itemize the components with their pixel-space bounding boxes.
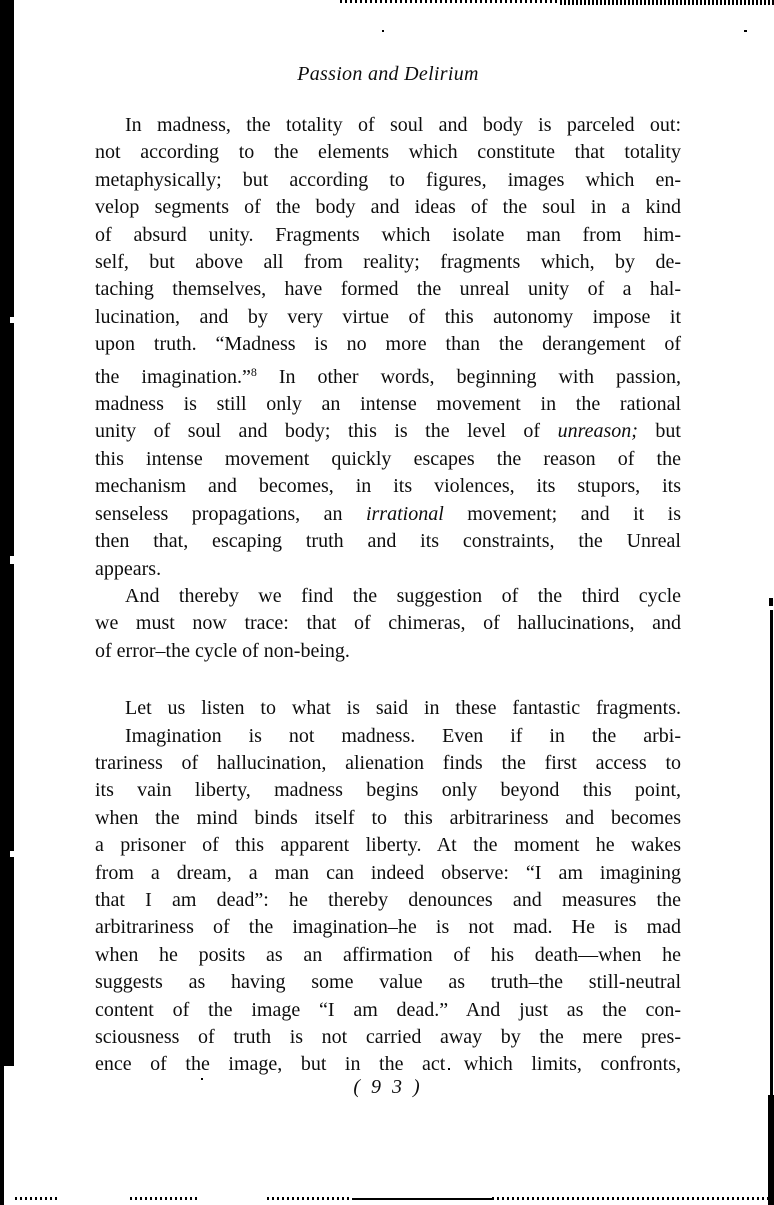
- footnote-marker: 8: [250, 364, 257, 379]
- scan-left-edge-strip: [0, 1066, 4, 1205]
- scan-speck: [382, 30, 384, 32]
- text-line: this intense movement quickly escapes the reason of the: [95, 447, 681, 470]
- text-line: trariness of hallucination, alienation finds the first access to: [95, 751, 681, 774]
- text-line: content of the image “I am dead.” And just as the con-: [95, 998, 681, 1021]
- text-line: metaphysically; but according to figures, images which en-: [95, 168, 681, 191]
- text-line: self, but above all from reality; fragments which, by de-: [95, 251, 681, 274]
- scan-bar-notch: [10, 317, 15, 323]
- scan-right-edge-dash: [769, 598, 773, 606]
- scan-left-edge-bar: [0, 0, 14, 1066]
- text-line: In madness, the totality of soul and body is parceled out:: [125, 114, 681, 136]
- text-line: a prisoner of this apparent liberty. At the moment he wakes: [95, 834, 681, 857]
- text-line: from a dream, a man can indeed observe: “I am imagining: [95, 861, 681, 884]
- text-line: when the mind binds itself to this arbitrariness and becomes: [95, 806, 681, 829]
- text-line: ence of the image, but in the act which limits, confronts,: [95, 1053, 681, 1076]
- text-line: And thereby we find the suggestion of the third cycle: [125, 584, 681, 607]
- text-line: that I am dead”: he thereby denounces and measures the: [95, 888, 681, 911]
- paragraph: [95, 112, 681, 583]
- text-line: appears.: [95, 557, 162, 580]
- running-head: Passion and Delirium: [297, 63, 479, 85]
- text-line: of absurd unity. Fragments which isolate man from him-: [95, 223, 681, 246]
- text-line: its vain liberty, madness begins only beyond this point,: [95, 779, 681, 802]
- text-line: Imagination is not madness. Even if in the arbi-: [125, 724, 681, 747]
- text-line: mechanism and becomes, in its violences, its stupors, its: [95, 475, 681, 498]
- text-line: upon truth. “Madness is no more than the derangement of: [95, 333, 681, 356]
- text-line: arbitrariness of the imagination–he is not mad. He is mad: [95, 916, 681, 939]
- text-line: taching themselves, have formed the unreal unity of a hal-: [95, 278, 681, 301]
- scan-speck: [744, 30, 747, 32]
- text-line: sciousness of truth is not carried away by the mere pres-: [95, 1026, 681, 1048]
- scan-bottom-dotted-line: [15, 1197, 60, 1200]
- text-line: when he posits as an affirmation of his death—when he: [95, 943, 681, 966]
- scan-bottom-dotted-line: [130, 1197, 200, 1200]
- scan-bottom-dotted-line: [492, 1197, 774, 1200]
- text-line: madness is still only an intense movement in the rational: [95, 393, 681, 416]
- scan-right-edge-line: [768, 1095, 774, 1205]
- text-line: the imagination.”$^8$ In other words, beginning with passion,: [95, 364, 681, 388]
- text-line: then that, escaping truth and its constraints, the Unreal: [95, 530, 681, 553]
- text-line: unity of soul and body; this is the level of unreason; but: [95, 420, 681, 443]
- text-line: we must now trace: that of chimeras, of hallucinations, and: [95, 612, 681, 635]
- scan-bar-notch: [10, 556, 15, 564]
- scan-bar-notch: [10, 851, 15, 857]
- scan-top-dotted-line: [340, 0, 560, 3]
- text-line: senseless propagations, an irrational movement; and it is: [95, 502, 682, 525]
- text-line: suggests as having some value as truth–the still-neutral: [95, 971, 681, 994]
- paragraph: [95, 723, 681, 1079]
- paragraph: [95, 583, 681, 665]
- scan-bottom-line: [352, 1198, 492, 1200]
- scan-top-dotted-line: [560, 0, 774, 5]
- text-line: velop segments of the body and ideas of the soul in a kind: [95, 196, 681, 219]
- body-text: [95, 112, 681, 1079]
- paragraph: [95, 695, 681, 722]
- text-line: of error–the cycle of non-being.: [95, 639, 350, 662]
- text-line: Let us listen to what is said in these fantastic fragments.: [125, 697, 681, 720]
- text-line: lucination, and by very virtue of this autonomy impose it: [95, 305, 681, 328]
- scan-bottom-dotted-line: [267, 1197, 352, 1200]
- text-line: not according to the elements which constitute that totality: [95, 141, 681, 164]
- page-number: ( 9 3 ): [353, 1076, 423, 1098]
